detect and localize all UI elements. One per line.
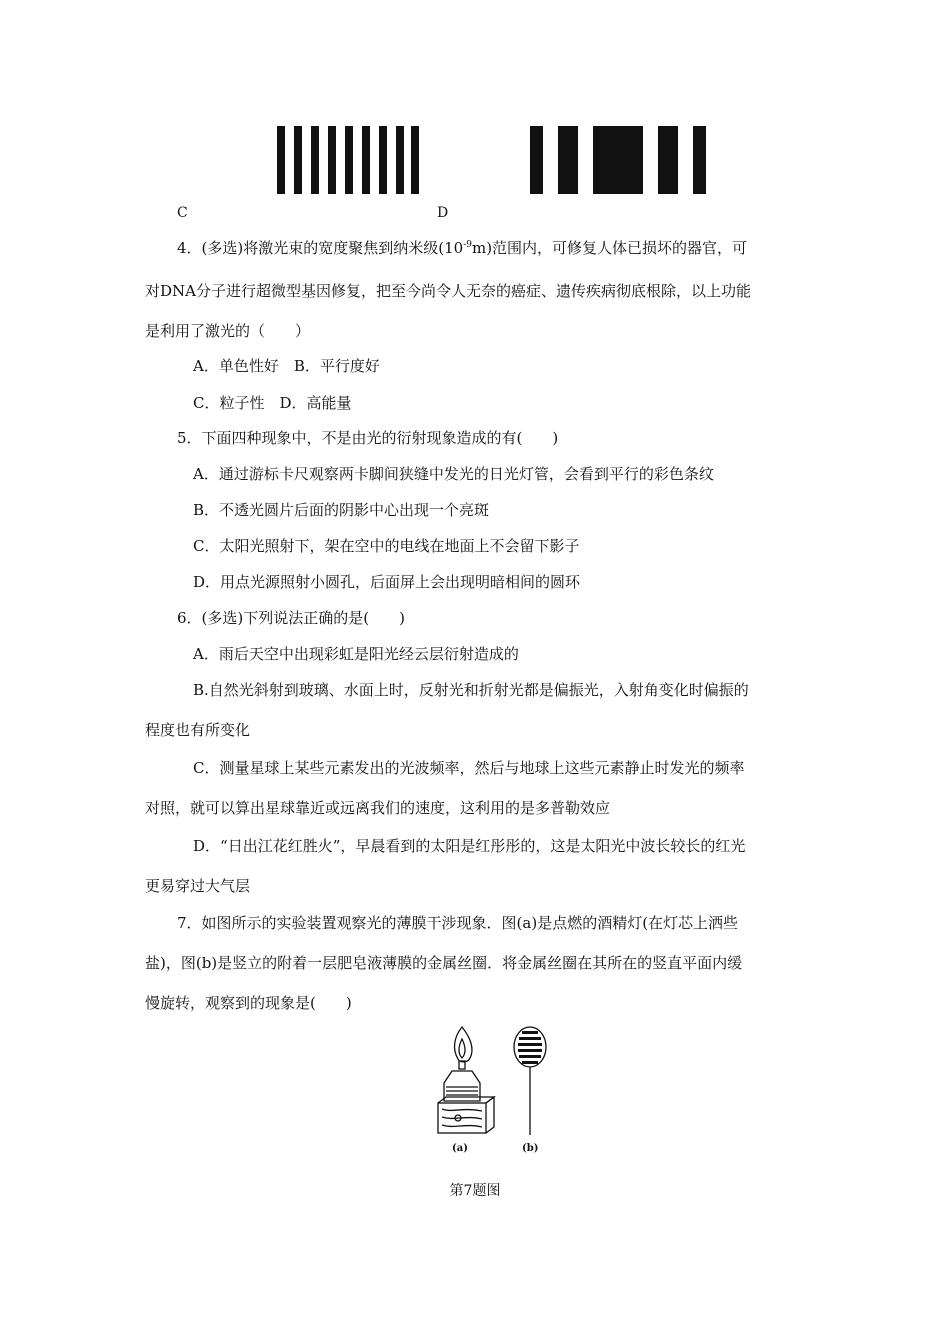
q6-stem: 6．(多选)下列说法正确的是( ) bbox=[177, 609, 405, 627]
q6-option-d-line-2: 更易穿过大气层 bbox=[145, 877, 251, 895]
q7-stem-line-1: 7．如图所示的实验装置观察光的薄膜干涉现象．图(a)是点燃的酒精灯(在灯芯上洒些 bbox=[177, 914, 739, 932]
figure-label-c: C bbox=[177, 205, 188, 221]
q6-option-b-line-1: B.自然光斜射到玻璃、水面上时，反射光和折射光都是偏振光，入射角变化时偏振的 bbox=[193, 681, 749, 699]
soap-film-loop-icon bbox=[514, 1027, 546, 1135]
figure-7-caption: 第7题图 bbox=[449, 1183, 501, 1199]
q5-option-b: B．不透光圆片后面的阴影中心出现一个亮斑 bbox=[193, 501, 490, 519]
q5-option-c: C．太阳光照射下，架在空中的电线在地面上不会留下影子 bbox=[193, 537, 580, 555]
q6-option-d-line-1: D．“日出江花红胜火”，早晨看到的太阳是红彤彤的，这是太阳光中波长较长的红光 bbox=[193, 837, 746, 855]
figure-label-d: D bbox=[437, 205, 449, 221]
q6-option-c-line-2: 对照，就可以算出星球靠近或远离我们的速度，这利用的是多普勒效应 bbox=[145, 799, 611, 817]
q5-stem: 5．下面四种现象中，不是由光的衍射现象造成的有( ) bbox=[177, 429, 559, 447]
answer-figures-row bbox=[0, 126, 950, 196]
figure-label-a: (a) bbox=[452, 1143, 468, 1154]
q4-stem-line-3: 是利用了激光的（ ） bbox=[145, 322, 311, 340]
q4-stem-line-2: 对DNA分子进行超微型基因修复，把至今尚令人无奈的癌症、遗传疾病彻底根除，以上功能 bbox=[145, 282, 751, 300]
q7-stem-line-2: 盐)，图(b)是竖立的附着一层肥皂液薄膜的金属丝圈．将金属丝圈在其所在的竖直平面内缓 bbox=[145, 954, 743, 972]
exponent: -9 bbox=[463, 240, 472, 250]
q4-options-cd: C．粒子性 D．高能量 bbox=[193, 394, 352, 412]
figure-label-b: (b) bbox=[522, 1143, 539, 1154]
q4-stem-line-1: 4．(多选)将激光束的宽度聚焦到纳米级$(10^{-9}m)$范围内，可修复人体已损坏的器官，可 bbox=[177, 239, 748, 257]
q4-options-ab: A．单色性好 B．平行度好 bbox=[193, 357, 380, 375]
q5-option-d: D．用点光源照射小圆孔，后面屏上会出现明暗相间的圆环 bbox=[193, 573, 581, 591]
q7-stem-line-3: 慢旋转，观察到的现象是( ) bbox=[145, 994, 352, 1012]
q6-option-b-line-2: 程度也有所变化 bbox=[145, 721, 251, 739]
q6-option-a: A．雨后天空中出现彩虹是阳光经云层衍射造成的 bbox=[193, 645, 519, 663]
q5-option-a: A．通过游标卡尺观察两卡脚间狭缝中发光的日光灯管，会看到平行的彩色条纹 bbox=[193, 465, 714, 483]
figure-7-apparatus bbox=[432, 1025, 562, 1155]
q6-option-c-line-1: C．测量星球上某些元素发出的光波频率，然后与地球上这些元素静止时发光的频率 bbox=[193, 759, 745, 777]
alcohol-lamp-icon bbox=[438, 1027, 494, 1133]
stripe-pattern-d bbox=[530, 126, 708, 194]
stripe-pattern-c bbox=[277, 126, 419, 194]
